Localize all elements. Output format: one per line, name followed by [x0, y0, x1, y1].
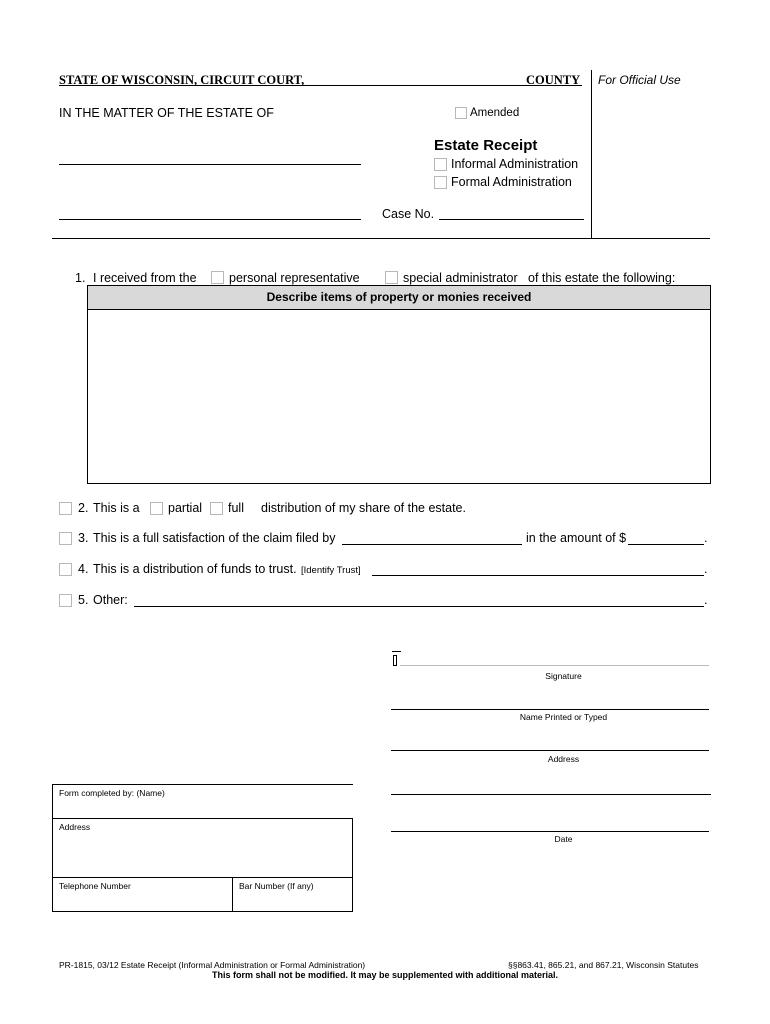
personal-representative-label: personal representative	[229, 271, 360, 285]
address-label: Address	[547, 754, 580, 764]
address-line[interactable]	[391, 750, 709, 751]
date-label: Date	[554, 834, 573, 844]
decedent-name-line[interactable]	[59, 164, 361, 165]
completed-by-phone-label: Telephone Number	[59, 881, 131, 891]
item-1-suffix: of this estate the following:	[528, 271, 676, 285]
informal-admin-label: Informal Administration	[451, 157, 579, 171]
item-5-checkbox[interactable]	[59, 594, 72, 607]
completed-by-bar-cell[interactable]	[232, 877, 353, 912]
trust-line[interactable]	[372, 575, 704, 576]
item-2-number: 2.	[78, 501, 89, 515]
partial-label: partial	[168, 501, 203, 515]
signature-tick	[392, 651, 401, 652]
item-5-end: .	[704, 593, 708, 607]
item-4-checkbox[interactable]	[59, 563, 72, 576]
address-line-2[interactable]	[391, 794, 711, 795]
completed-by-bar-label: Bar Number (If any)	[239, 881, 314, 891]
informal-admin-checkbox[interactable]	[434, 158, 447, 171]
formal-admin-checkbox[interactable]	[434, 176, 447, 189]
full-checkbox[interactable]	[210, 502, 223, 515]
amended-label: Amended	[470, 107, 520, 119]
footer-notice: This form shall not be modified. It may be supplemented with additional material.	[211, 970, 559, 980]
item-4-end: .	[704, 562, 708, 576]
official-use-label: For Official Use	[598, 73, 681, 87]
item-3-number: 3.	[78, 531, 89, 545]
decedent-name-line-2[interactable]	[59, 219, 361, 220]
signature-line[interactable]	[400, 665, 709, 666]
item-2-suffix: distribution of my share of the estate.	[261, 501, 466, 515]
item-1-prefix: I received from the	[93, 271, 197, 285]
county-label: COUNTY	[526, 73, 581, 87]
item-5-number: 5.	[78, 593, 89, 607]
completed-by-address-cell[interactable]	[52, 818, 353, 878]
property-table-header: Describe items of property or monies received	[88, 286, 710, 310]
item-2-checkbox[interactable]	[59, 502, 72, 515]
signature-label: Signature	[545, 671, 582, 681]
property-table	[87, 285, 711, 484]
item-2-prefix: This is a	[93, 501, 140, 515]
case-no-label: Case No.	[382, 207, 435, 221]
special-administrator-label: special administrator	[403, 271, 518, 285]
item-3-prefix: This is a full satisfaction of the claim filed by	[93, 531, 336, 545]
item-4-prefix: This is a distribution of funds to trust.	[93, 562, 297, 576]
form-title: Estate Receipt	[434, 137, 538, 154]
amended-checkbox[interactable]	[455, 107, 467, 119]
amount-line[interactable]	[628, 544, 704, 545]
official-use-divider	[591, 70, 592, 238]
name-printed-line[interactable]	[391, 709, 709, 710]
matter-label: IN THE MATTER OF THE ESTATE OF	[59, 106, 274, 120]
completed-by-name-label: Form completed by: (Name)	[59, 788, 165, 798]
court-label: STATE OF WISCONSIN, CIRCUIT COURT,	[59, 73, 305, 87]
item-3-checkbox[interactable]	[59, 532, 72, 545]
item-5-prefix: Other:	[93, 593, 128, 607]
item-1-number: 1.	[75, 271, 86, 285]
item-4-number: 4.	[78, 562, 89, 576]
claimant-line[interactable]	[342, 544, 522, 545]
county-name-line[interactable]	[59, 85, 582, 86]
identify-trust-label: [Identify Trust]	[301, 565, 361, 576]
property-table-body[interactable]	[88, 310, 710, 484]
personal-representative-checkbox[interactable]	[211, 271, 224, 284]
date-line[interactable]	[391, 831, 709, 832]
completed-by-name-cell[interactable]	[52, 784, 353, 818]
footer-statutes: §§863.41, 865.21, and 867.21, Wisconsin Statutes	[508, 960, 699, 970]
name-printed-label: Name Printed or Typed	[519, 712, 608, 722]
formal-admin-label: Formal Administration	[451, 175, 572, 189]
amount-label: in the amount of $	[526, 531, 627, 545]
item-3-end: .	[704, 531, 708, 545]
partial-checkbox[interactable]	[150, 502, 163, 515]
full-label: full	[228, 501, 244, 515]
header-bottom-rule	[52, 238, 710, 239]
case-no-line[interactable]	[439, 219, 584, 220]
signature-field-marker	[393, 655, 397, 666]
completed-by-phone-cell[interactable]	[52, 877, 233, 912]
footer-form-id: PR-1815, 03/12 Estate Receipt (Informal Administration or Formal Administration)	[59, 960, 366, 970]
special-administrator-checkbox[interactable]	[385, 271, 398, 284]
other-line[interactable]	[134, 606, 704, 607]
completed-by-address-label: Address	[59, 822, 91, 832]
